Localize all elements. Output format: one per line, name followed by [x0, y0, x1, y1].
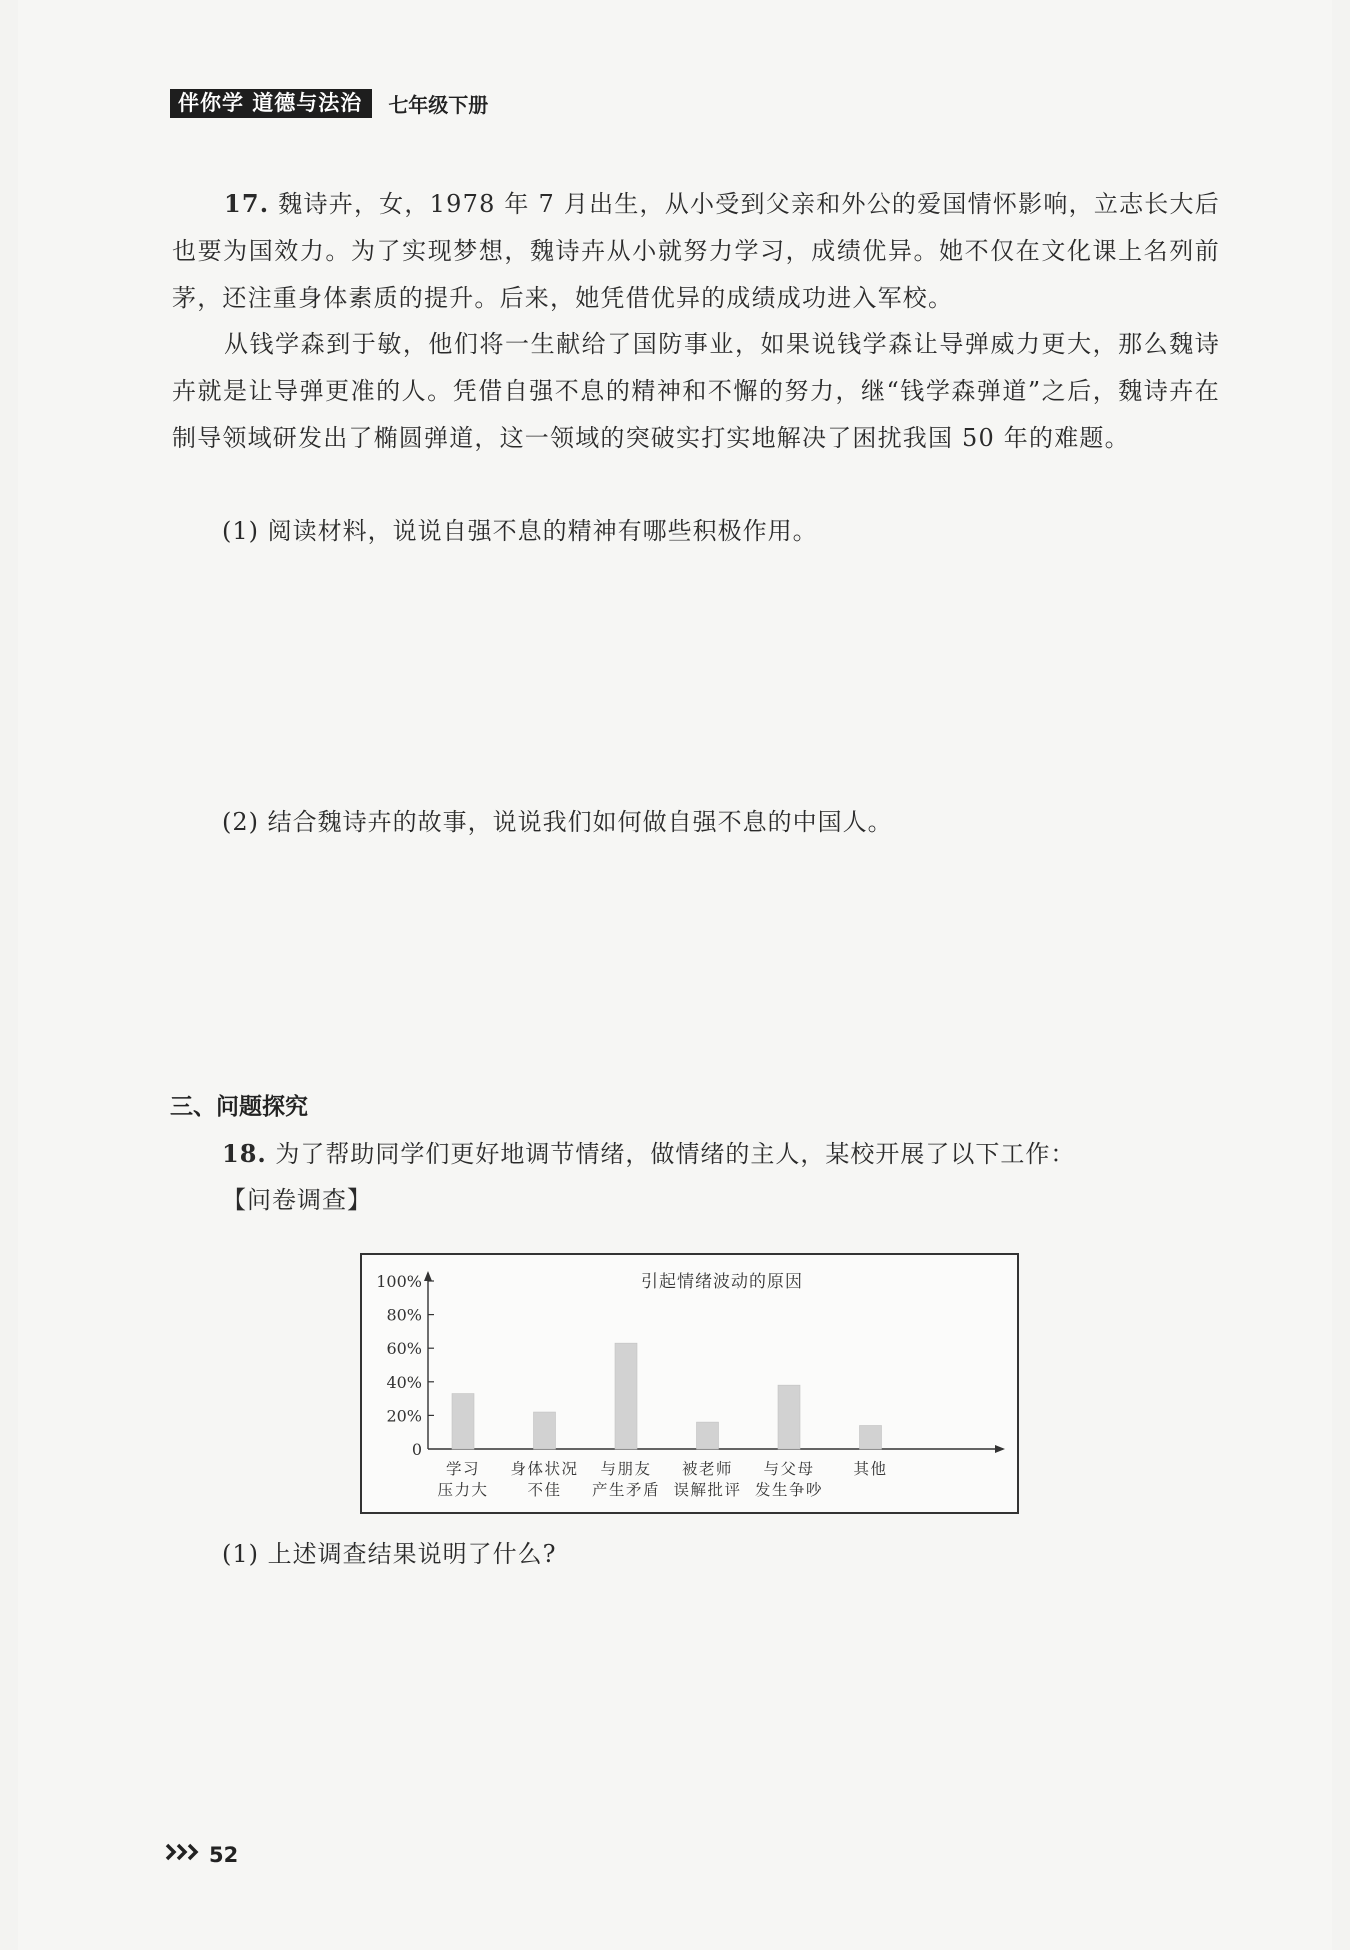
bar [534, 1412, 556, 1449]
chart-title: 引起情绪波动的原因 [641, 1272, 803, 1292]
category-label: 身体状况 [510, 1460, 579, 1478]
q18-stem-text: 为了帮助同学们更好地调节情绪，做情绪的主人，某校开展了以下工作： [275, 1140, 1076, 1168]
survey-chart [360, 1253, 1019, 1514]
category-label: 其他 [853, 1460, 888, 1478]
category-label: 压力大 [437, 1481, 489, 1499]
page-number [165, 1842, 238, 1867]
grade-label: 七年级下册 [388, 92, 489, 117]
q17-subquestion-2: (2) 结合魏诗卉的故事，说说我们如何做自强不息的中国人。 [222, 808, 893, 836]
y-tick-label: 0 [411, 1440, 422, 1459]
category-label: 不佳 [527, 1481, 562, 1499]
bar [778, 1385, 800, 1449]
q18-number: 18. [222, 1139, 267, 1168]
q17-subquestion-1: (1) 阅读材料，说说自强不息的精神有哪些积极作用。 [222, 517, 818, 545]
chevron-right-icon [165, 1842, 205, 1867]
category-label: 发生争吵 [754, 1481, 824, 1499]
y-tick-label: 20% [386, 1406, 422, 1426]
chart-canvas [362, 1255, 1017, 1512]
bar [860, 1425, 882, 1449]
category-label: 误解批评 [673, 1481, 742, 1499]
book-series-label: 伴你学 道德与法治 [170, 89, 372, 118]
section-title: 三、问题探究 [170, 1094, 308, 1120]
y-tick-label: 80% [386, 1305, 422, 1325]
q17-paragraph-2: 从钱学森到于敏，他们将一生献给了国防事业，如果说钱学森让导弹威力更大，那么魏诗卉就是让导弹更准的人。凭借自强不息的精神和不懈的努力，继“钱学森弹道”之后，魏诗卉在制导领域研发出了椭圆弹道，这一领域的突破实打实地解决了困扰我国 50 年的难题。 [172, 330, 1220, 452]
survey-label: 【问卷调查】 [222, 1186, 372, 1214]
q18-subquestion-1: (1) 上述调查结果说明了什么? [222, 1540, 557, 1568]
y-tick-label: 60% [386, 1339, 422, 1359]
q17-paragraph-1 [172, 180, 1220, 322]
running-header [170, 88, 488, 118]
q17-number: 17. [224, 189, 270, 218]
bar [697, 1422, 719, 1449]
q18-stem [222, 1138, 1075, 1170]
page-number-text: 52 [209, 1842, 239, 1867]
bar [452, 1394, 474, 1449]
x-axis-arrow [995, 1445, 1005, 1453]
category-label: 与朋友 [600, 1460, 652, 1478]
q17-text-1: 魏诗卉，女，1978 年 7 月出生，从小受到父亲和外公的爱国情怀影响，立志长大后也要为国效力。为了实现梦想，魏诗卉从小就努力学习，成绩优异。她不仅在文化课上名列前茅，还注重身体素质的提升。后来，她凭借优异的成绩成功进入军校。 [172, 190, 1220, 312]
y-tick-label: 100% [376, 1272, 422, 1291]
category-label: 产生矛盾 [591, 1481, 661, 1499]
category-label: 与父母 [763, 1460, 815, 1478]
bar [615, 1343, 637, 1449]
y-axis-arrow [424, 1271, 432, 1281]
category-label: 被老师 [681, 1460, 734, 1478]
y-tick-label: 40% [386, 1372, 422, 1392]
category-label: 学习 [445, 1460, 481, 1478]
